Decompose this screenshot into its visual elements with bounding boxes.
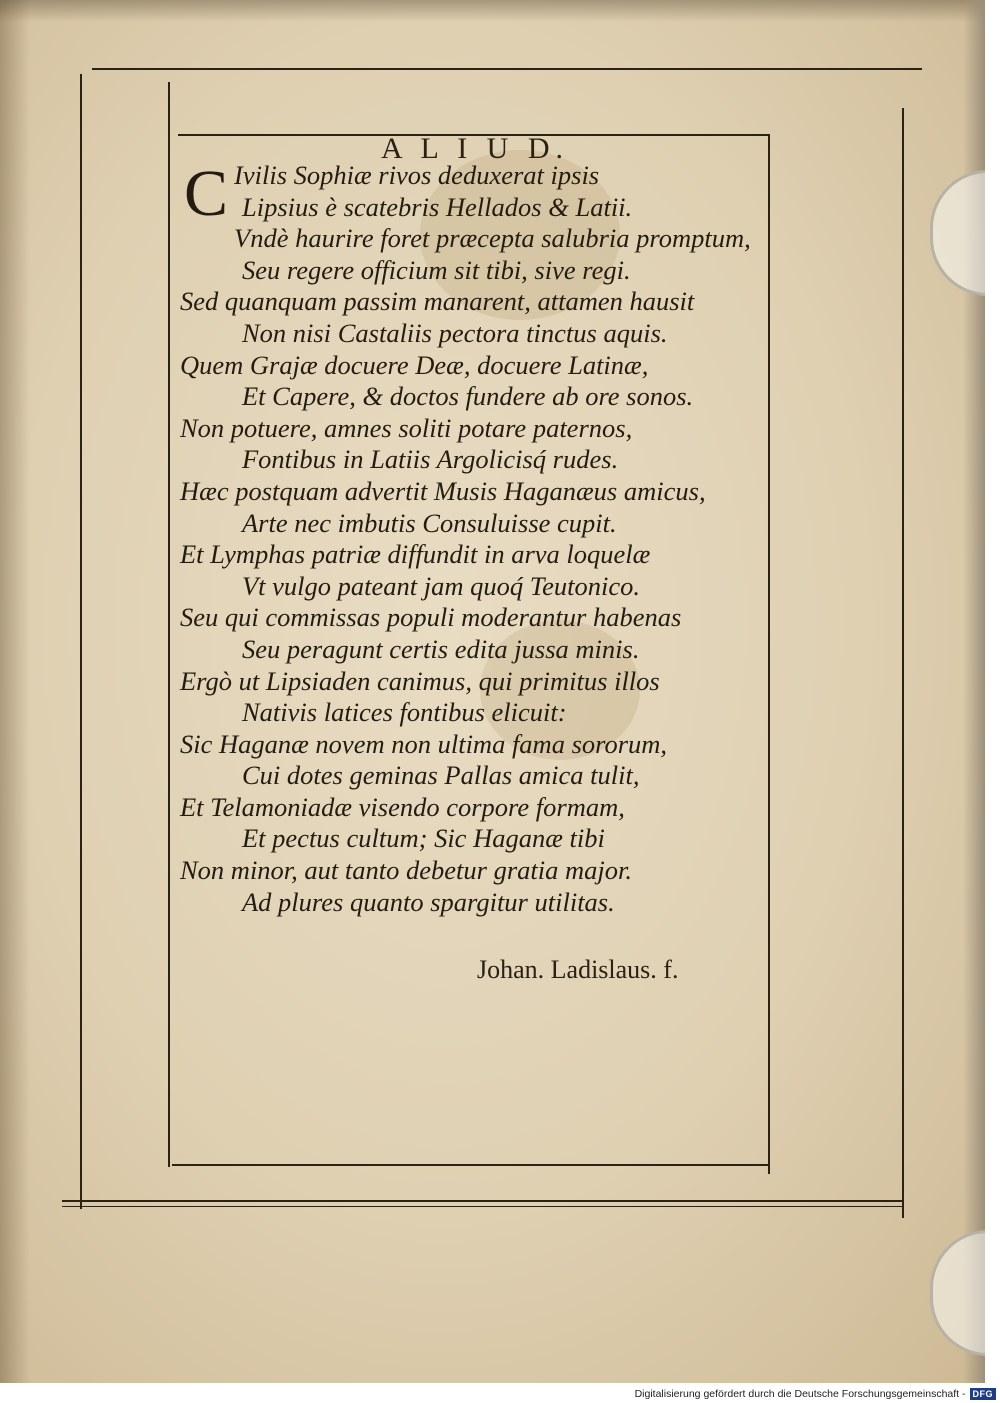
poem-line-text: Non potuere, amnes soliti potare paternos, [180,412,633,443]
paper-clip [930,1230,985,1356]
poem-line-text: Hæc postquam advertit Musis Haganæus amicus, [180,475,706,506]
poem-line [180,476,740,508]
poem-line [180,350,740,382]
top-edge-shadow [0,0,985,22]
poem-line-text: Ivilis Sophiæ rivos deduxerat ipsis [234,160,600,190]
poem-body [180,157,751,918]
frame-inner-bottom-rule [172,1164,770,1166]
poem-line-text: Arte nec imbutis Consuluisse cupit. [242,507,617,538]
poem-line-text: Fontibus in Latiis Argolicisq́ rudes. [242,444,619,475]
poem-line [180,666,740,698]
poem-line-text: Nativis latices fontibus elicuit: [242,697,567,728]
poem-line [180,318,740,350]
poem-line-text: Et Capere, & doctos fundere ab ore sonos. [242,381,694,412]
poem-line [180,508,740,540]
poem-line-text: Vndè haurire foret præcepta salubria promptum, [234,223,751,254]
poem-line [180,539,740,571]
poem-line-text: Sed quanquam passim manarent, attamen hausit [180,286,695,317]
poem-line-text: Seu qui commissas populi moderantur habenas [180,602,682,633]
poem-line-text: Seu regere officium sit tibi, sive regi. [242,254,631,285]
poem-line-text: Et pectus cultum; Sic Haganæ tibi [242,823,605,854]
poem-line-text: Et Lymphas patriæ diffundit in arva loquelæ [180,539,651,570]
spine-shadow [0,0,30,1383]
frame-left-rule [80,74,82,1209]
footer [600,1384,1000,1403]
poem-line [180,887,740,919]
poem-line [180,634,740,666]
frame-right-rule [902,108,904,1218]
poem-line-text: Vt vulgo pateant jam quoq́ Teutonico. [242,570,640,601]
poem-line [180,160,740,192]
poem-line [180,381,740,413]
poem-line [180,760,740,792]
poem-line [180,223,751,255]
poem-line-text: Non minor, aut tanto debetur gratia major. [180,855,633,886]
poem-line-text: Seu peragunt certis edita jussa minis. [242,633,640,664]
poem-line-text: Lipsius è scatebris Hellados & Latii. [242,191,633,222]
paper-clip [930,170,985,296]
poem-line [180,255,740,287]
poem-line [180,286,740,318]
poem-line [180,444,740,476]
frame-bottom-rule-2 [62,1206,902,1207]
frame-right-inner-rule [768,134,770,1174]
poem-line-text: Sic Haganæ novem non ultima fama sororum, [180,728,668,759]
frame-top-rule [92,68,922,70]
poem-line [180,413,740,445]
poem-line-text: Cui dotes geminas Pallas amica tulit, [242,760,640,791]
signature: Johan. Ladislaus. f. [477,955,679,984]
frame-left-inner-rule [168,82,170,1167]
poem-line [180,571,740,603]
poem-line [180,729,740,761]
poem-line-text: Et Telamoniadæ visendo corpore formam, [180,791,625,822]
frame-bottom-rule [62,1200,902,1202]
poem-line [180,792,740,824]
page-title: A L I U D. [380,132,570,165]
poem-line-text: Quem Grajæ docuere Deæ, docuere Latinæ, [180,349,649,380]
poem-line [180,855,740,887]
dfg-logo: DFG [970,1388,997,1400]
poem-line-text: Ad plures quanto spargitur utilitas. [242,886,615,917]
poem-line [180,192,740,224]
funding-notice: Digitalisierung gefördert durch die Deutsche Forschungsgemeinschaft - [634,1387,966,1400]
poem-line [180,602,740,634]
poem-line-text: Non nisi Castaliis pectora tinctus aquis. [242,317,668,348]
poem-line [180,697,740,729]
poem-line [180,823,740,855]
poem-line-text: Ergò ut Lipsiaden canimus, qui primitus illos [180,665,660,696]
drop-cap: C [184,157,229,230]
